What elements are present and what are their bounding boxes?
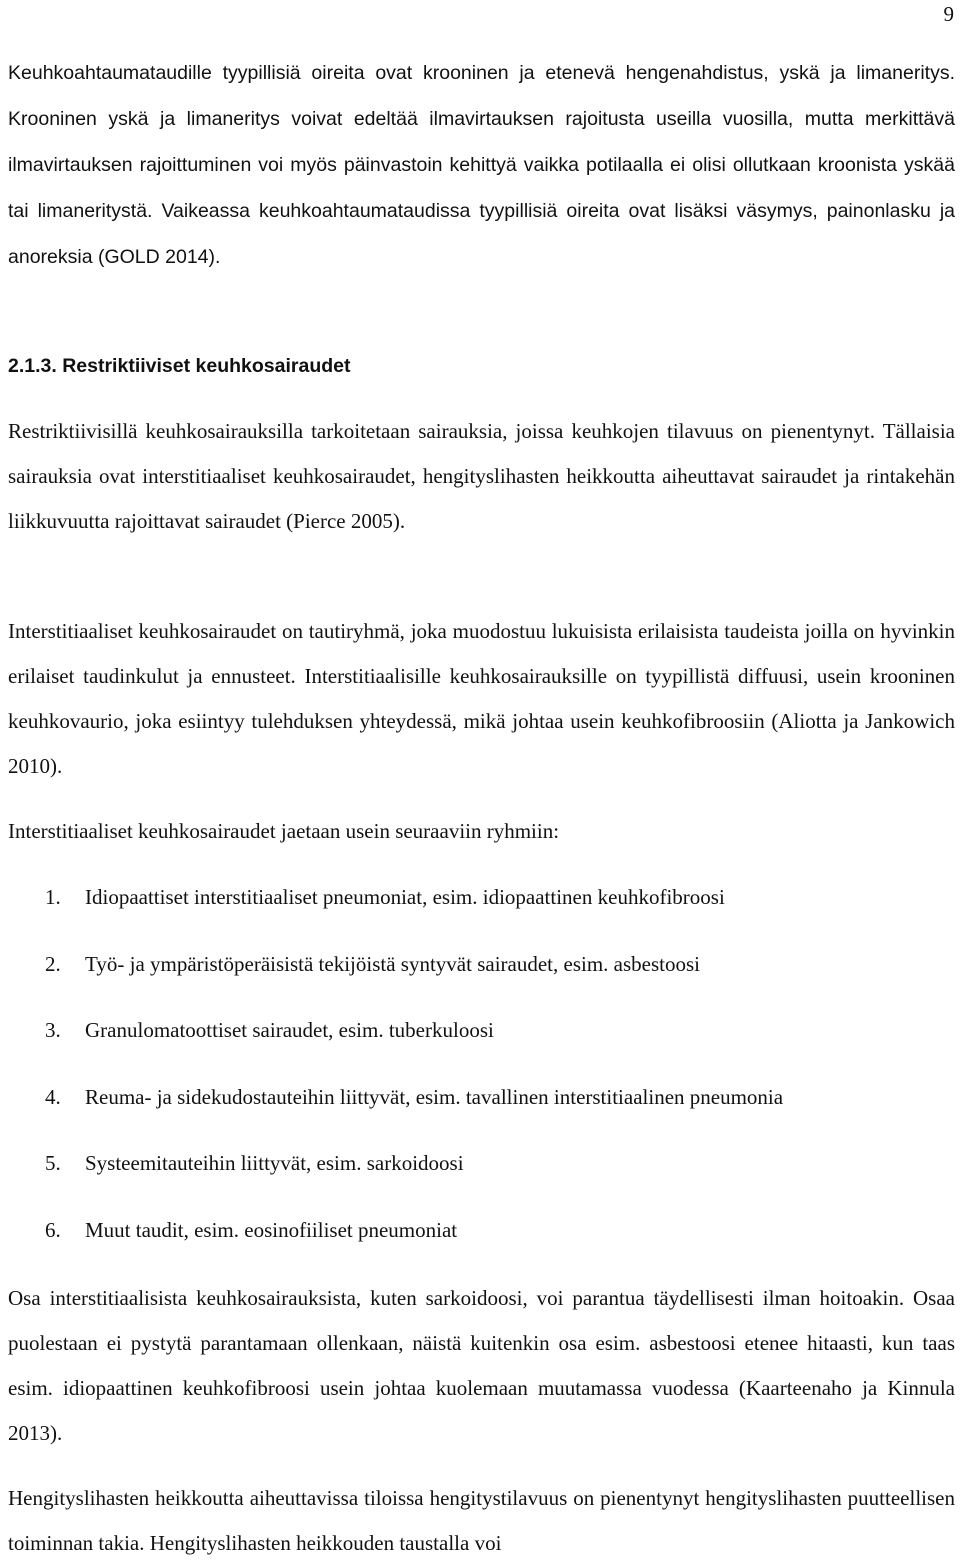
list-item: [8, 943, 955, 1010]
list-item-text: Granulomatoottiset sairaudet, esim. tuberkuloosi: [85, 1018, 494, 1042]
list-item-text: Idiopaattiset interstitiaaliset pneumoniat, esim. idiopaattinen keuhkofibroosi: [85, 885, 725, 909]
page-number: 9: [943, 2, 954, 26]
list-item-number: 2.: [45, 951, 61, 976]
list-item-number: 5.: [45, 1151, 61, 1175]
paragraph-prognosis: Osa interstitiaalisista keuhkosairauksista, kuten sarkoidoosi, voi parantua täydellisesti ilman hoitoakin. Osaa puolestaan ei pystytä parantamaan ollenkaan, näistä kuitenkin osa esim. asbestoosi etenee hitaasti, kun taas esim. idiopaattinen keuhkofibroosi usein johtaa kuolemaan muutamassa vuodessa (Kaarteenaho ja Kinnula 2013).: [8, 1286, 955, 1445]
paragraph-restrictive-definition: Restriktiivisillä keuhkosairauksilla tarkoitetaan sairauksia, joissa keuhkojen tilavuus on pienentynyt. Tällaisia sairauksia ovat interstitiaaliset keuhkosairaudet, hengityslihasten heikkoutta aiheuttavat sairaudet ja rintakehän liikkuvuutta rajoittavat sairaudet (Pierce 2005).: [8, 419, 955, 533]
list-item: [8, 1209, 955, 1276]
paragraph-interstitial-diseases: Interstitiaaliset keuhkosairaudet on tautiryhmä, joka muodostuu lukuisista erilaisista taudeista joilla on hyvinkin erilaiset taudinkulut ja ennusteet. Interstitiaalisille keuhkosairauksille on tyypillistä diffuusi, usein krooninen keuhkovaurio, joka esiintyy tulehduksen yhteydessä, mikä johtaa usein keuhkofibroosiin (Aliotta ja Jankowich 2010).: [8, 619, 955, 778]
disease-group-list: [8, 876, 955, 1275]
paragraph-copd-symptoms: Keuhkoahtaumataudille tyypillisiä oireita ovat krooninen ja etenevä hengenahdistus, yskä ja limaneritys. Krooninen yskä ja limaneritys voivat edeltää ilmavirtauksen rajoitusta useilla vuosilla, mutta merkittävä ilmavirtauksen rajoittuminen voi myös päinvastoin kehittyä vaikka potilaalla ei olisi ollutkaan kroonista yskää tai limaneritystä. Vaikeassa keuhkoahtaumataudissa tyypillisiä oireita ovat lisäksi väsymys, painonlasku ja anoreksia (GOLD 2014).: [8, 62, 955, 268]
list-item-text: Muut taudit, esim. eosinofiiliset pneumoniat: [85, 1217, 458, 1242]
list-item-number: 3.: [45, 1018, 61, 1042]
list-item-number: 6.: [45, 1217, 61, 1242]
list-item: [8, 1009, 955, 1076]
list-item-text: Työ- ja ympäristöperäisistä tekijöistä syntyvät sairaudet, esim. asbestoosi: [85, 951, 700, 976]
list-item: [8, 1076, 955, 1143]
list-item-number: 1.: [45, 885, 61, 909]
list-item-text: Reuma- ja sidekudostauteihin liittyvät, esim. tavallinen interstitiaalinen pneumonia: [85, 1084, 784, 1109]
list-item: [8, 876, 955, 943]
list-item-text: Systeemitauteihin liittyvät, esim. sarkoidoosi: [85, 1151, 464, 1175]
list-item: [8, 1142, 955, 1209]
list-item-number: 4.: [45, 1084, 61, 1109]
paragraph-list-intro: Interstitiaaliset keuhkosairaudet jaetaan usein seuraaviin ryhmiin:: [8, 819, 560, 843]
paragraph-respiratory-muscle-weakness: Hengityslihasten heikkoutta aiheuttavissa tiloissa hengitystilavuus on pienentynyt hengityslihasten puutteellisen toiminnan takia. Hengityslihasten heikkouden taustalla voi: [8, 1486, 955, 1555]
section-heading: 2.1.3. Restriktiiviset keuhkosairaudet: [8, 355, 351, 377]
